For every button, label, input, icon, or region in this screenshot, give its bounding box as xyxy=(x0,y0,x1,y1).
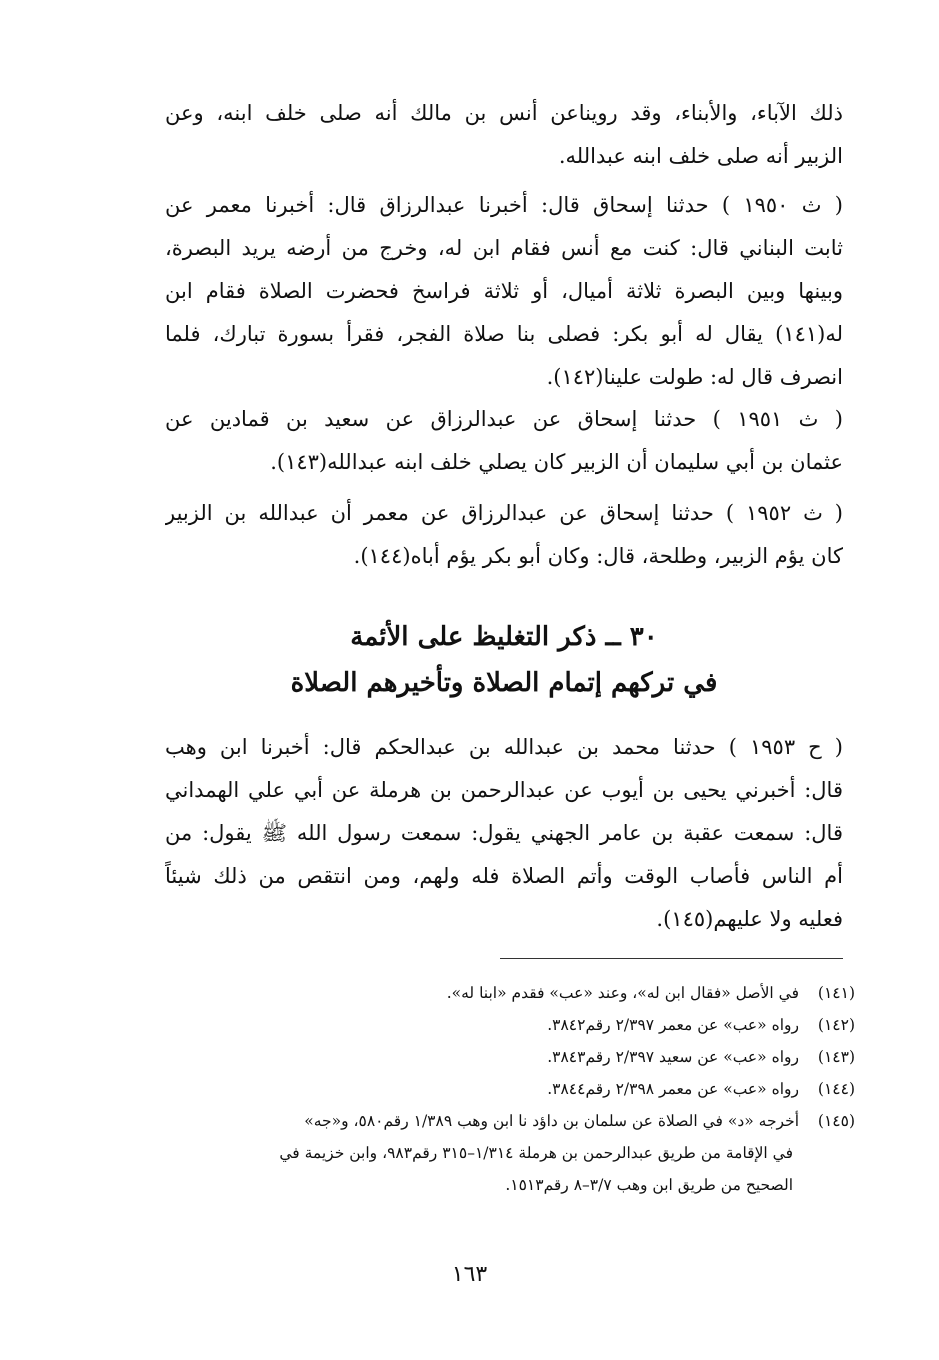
page-number: ١٦٣ xyxy=(451,1262,488,1287)
text-line: له(١٤١) يقال له أبو بكر: فصلى بنا صلاة الفجر، فقرأ بسورة تبارك، فلما xyxy=(165,322,843,346)
hadith-1953 xyxy=(165,726,843,941)
text-line: فعليه ولا عليهم(١٤٥). xyxy=(656,907,843,931)
text-line: كان يؤم الزبير، وطلحة، قال: وكان أبو بكر يؤم أباه(١٤٤). xyxy=(353,544,843,568)
intro-paragraph xyxy=(165,92,843,178)
hadith-1951 xyxy=(165,398,843,484)
footnotes xyxy=(165,977,855,1201)
chapter-subtitle: في تركهم إتمام الصلاة وتأخيرهم الصلاة xyxy=(290,668,718,698)
chapter-heading xyxy=(165,614,843,706)
text-line: ذلك الآباء، والأبناء، وقد رويناعن أنس بن مالك أنه صلى خلف ابنه، وعن xyxy=(165,101,843,125)
footnote-141 xyxy=(165,977,855,1009)
footnote-text: في الأصل «فقال ابن له»، وعند «عب» فقدم «ابنا له». xyxy=(446,984,799,1002)
footnote-continuation: الصحيح من طريق ابن وهب ٣/٧–٨ رقم١٥١٣. xyxy=(505,1176,793,1194)
footnote-number: (١٤٢) xyxy=(817,1016,855,1034)
hadith-1950 xyxy=(165,184,843,399)
text-line: الزبير أنه صلى خلف ابنه عبدالله. xyxy=(558,144,843,168)
footnote-continuation: في الإقامة من طريق عبدالرحمن بن هرملة ١/٣١٤–٣١٥ رقم٩٨٣، وابن خزيمة في xyxy=(279,1144,793,1162)
footnote-144 xyxy=(165,1073,855,1105)
footnote-text: رواه «عب» عن معمر ٢/٣٩٧ رقم٣٨٤٢. xyxy=(547,1016,799,1034)
footnote-number: (١٤٥) xyxy=(817,1112,855,1130)
text-line: ثابت البناني قال: كنت مع أنس فقام ابن له، وخرج من أرضه يريد البصرة، xyxy=(165,236,843,260)
text-line: ( ث ١٩٥٠ ) حدثنا إسحاق قال: أخبرنا عبدالرزاق قال: أخبرنا معمر عن xyxy=(165,193,843,217)
footnote-text: رواه «عب» عن معمر ٢/٣٩٨ رقم٣٨٤٤. xyxy=(547,1080,799,1098)
footnote-142 xyxy=(165,1009,855,1041)
text-line: أم الناس فأصاب الوقت وأتم الصلاة فله ولهم، ومن انتقص من ذلك شيئاً xyxy=(165,864,843,888)
text-line: ( ح ١٩٥٣ ) حدثنا محمد بن عبدالله بن عبدالحكم قال: أخبرنا ابن وهب xyxy=(165,735,843,759)
footnote-text: رواه «عب» عن سعيد ٢/٣٩٧ رقم٣٨٤٣. xyxy=(547,1048,799,1066)
hadith-1952 xyxy=(165,492,843,578)
footnote-143 xyxy=(165,1041,855,1073)
footnote-145 xyxy=(165,1105,855,1137)
footnote-number: (١٤٤) xyxy=(817,1080,855,1098)
text-line: ( ث ١٩٥١ ) حدثنا إسحاق عن عبدالرزاق عن سعيد بن قمادين عن xyxy=(165,407,843,431)
chapter-title: ٣٠ ــ ذكر التغليظ على الأئمة xyxy=(350,622,658,652)
footnote-number: (١٤١) xyxy=(817,984,855,1002)
text-line: قال: أخبرني يحيى بن أيوب عن عبدالرحمن بن هرملة عن أبي علي الهمداني xyxy=(165,778,843,802)
footnote-divider xyxy=(500,958,843,959)
footnote-number: (١٤٣) xyxy=(817,1048,855,1066)
text-line: انصرف قال له: طولت علينا(١٤٢). xyxy=(546,365,843,389)
text-line: عثمان بن أبي سليمان أن الزبير كان يصلي خلف ابنه عبدالله(١٤٣). xyxy=(270,450,843,474)
text-line: قال: سمعت عقبة بن عامر الجهني يقول: سمعت رسول الله ﷺ يقول: من xyxy=(165,821,843,845)
footnote-text: أخرجه «د» في الصلاة عن سلمان بن داؤد نا ابن وهب ١/٣٨٩ رقم٥٨٠، و«جه» xyxy=(304,1112,799,1130)
text-line: ( ث ١٩٥٢ ) حدثنا إسحاق عن عبدالرزاق عن معمر أن عبدالله بن الزبير xyxy=(165,501,843,525)
text-line: وبينها وبين البصرة ثلاثة أميال، أو ثلاثة فراسخ فحضرت الصلاة فقام ابن xyxy=(165,279,843,303)
